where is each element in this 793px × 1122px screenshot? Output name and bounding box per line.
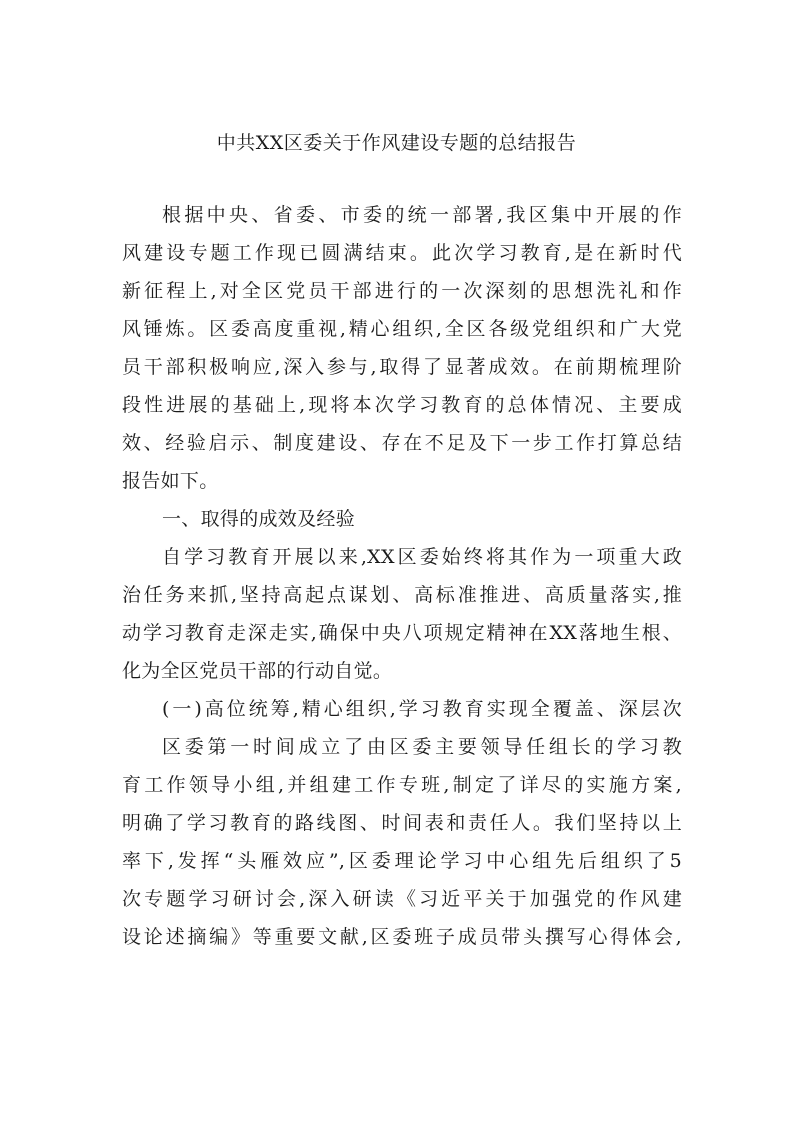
paragraph-line: 次专题学习研讨会,深入研读《习近平关于加强党的作风建: [122, 888, 682, 910]
paragraph-line: 设论述摘编》等重要文献,区委班子成员带头撰写心得体会,: [122, 926, 682, 948]
paragraph-line: 员干部积极响应,深入参与,取得了显著成效。在前期梳理阶: [122, 356, 682, 378]
paragraph-line: 治任务来抓,坚持高起点谋划、高标准推进、高质量落实,推: [122, 584, 682, 606]
paragraph-line: 报告如下。: [122, 470, 219, 492]
section-heading: 一、取得的成效及经验: [162, 508, 356, 530]
paragraph-line: 效、经验启示、制度建设、存在不足及下一步工作打算总结: [122, 432, 682, 454]
paragraph-line: 区委第一时间成立了由区委主要领导任组长的学习教: [162, 736, 682, 758]
document-title: 中共XX区委关于作风建设专题的总结报告: [216, 132, 577, 154]
paragraph-line: 根据中央、省委、市委的统一部署,我区集中开展的作: [162, 204, 682, 226]
subsection-heading: (一)高位统筹,精心组织,学习教育实现全覆盖、深层次: [162, 698, 682, 720]
paragraph-line: 动学习教育走深走实,确保中央八项规定精神在XX落地生根、: [122, 622, 682, 644]
paragraph-line: 化为全区党员干部的行动自觉。: [122, 660, 393, 682]
paragraph-line: 风建设专题工作现已圆满结束。此次学习教育,是在新时代: [122, 242, 682, 264]
paragraph-line: 育工作领导小组,并组建工作专班,制定了详尽的实施方案,: [122, 774, 682, 796]
paragraph-line: 风锤炼。区委高度重视,精心组织,全区各级党组织和广大党: [122, 318, 682, 340]
paragraph-line: 段性进展的基础上,现将本次学习教育的总体情况、主要成: [122, 394, 682, 416]
paragraph-line: 明确了学习教育的路线图、时间表和责任人。我们坚持以上: [122, 812, 682, 834]
paragraph-line: 率下,发挥“头雁效应”,区委理论学习中心组先后组织了5: [122, 850, 682, 872]
paragraph-line: 自学习教育开展以来,XX区委始终将其作为一项重大政: [162, 546, 682, 568]
paragraph-line: 新征程上,对全区党员干部进行的一次深刻的思想洗礼和作: [122, 280, 682, 302]
